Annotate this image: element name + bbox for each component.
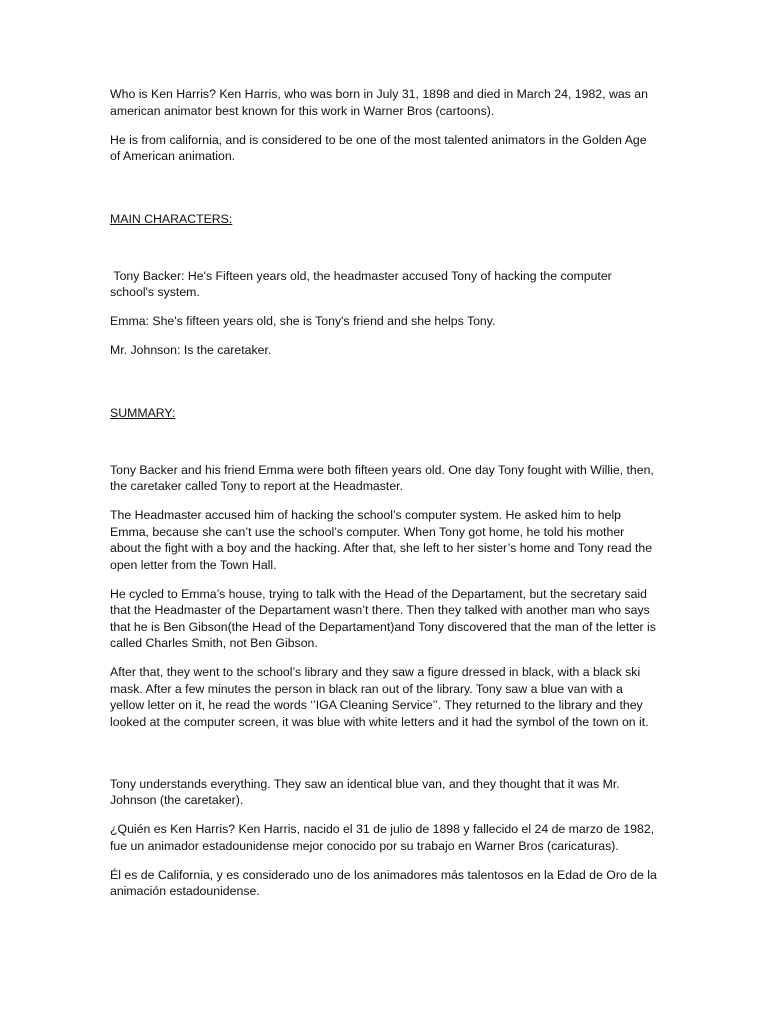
intro-paragraph-1: Who is Ken Harris? Ken Harris, who was born in July 31, 1898 and died in March 24, 1982, was an american animator best known for this work in Warner Bros (cartoons). (110, 87, 648, 118)
main-characters-heading: MAIN CHARACTERS: (110, 212, 233, 226)
spacer (110, 422, 658, 462)
spacer (110, 371, 658, 405)
spanish-paragraph-2: Él es de California, y es considerado uno de los animadores más talentosos en la Edad de Oro de la animación estadounidense. (110, 867, 657, 898)
spacer (110, 228, 658, 268)
spacer (110, 743, 658, 776)
summary-paragraph-2: The Headmaster accused him of hacking the school’s computer system. He asked him to help Emma, because she can’t use the school’s computer. When Tony got home, he told his mother about the fight with a boy and the hacking. After that, she left to her sister’s home and Tony read the open letter from the Town Hall. (110, 508, 653, 572)
character-johnson: Mr. Johnson: Is the caretaker. (110, 343, 272, 357)
spanish-paragraph-1: ¿Quién es Ken Harris? Ken Harris, nacido el 31 de julio de 1898 y fallecido el 24 de marzo de 1982, fue un animador estadounidense mejor conocido por su trabajo en Warner Bros (caricaturas). (110, 822, 655, 853)
spacer (110, 177, 658, 211)
character-emma: Emma: She's fifteen years old, she is Tony's friend and she helps Tony. (110, 314, 496, 328)
intro-paragraph-2: He is from california, and is considered to be one of the most talented animators in the Golden Age of American animation. (110, 132, 647, 163)
summary-paragraph-1: Tony Backer and his friend Emma were both fifteen years old. One day Tony fought with Willie, then, the caretaker called Tony to report at the Headmaster. (110, 462, 654, 493)
document-page (110, 86, 658, 912)
summary-paragraph-3: He cycled to Emma’s house, trying to talk with the Head of the Departament, but the secretary said that the Headmaster of the Departament wasn’t there. Then they talked with another man who says that he is Ben Gibson(the Head of the Departament)and Tony discovered that the man of the letter is called Charles Smith, not Ben Gibson. (110, 586, 656, 650)
character-tony: Tony Backer: He's Fifteen years old, the headmaster accused Tony of hacking the computer school's system. (110, 268, 616, 299)
summary-paragraph-5: Tony understands everything. They saw an identical blue van, and they thought that it was Mr. Johnson (the caretaker). (110, 776, 620, 807)
summary-heading: SUMMARY: (110, 406, 176, 420)
summary-paragraph-4: After that, they went to the school’s library and they saw a figure dressed in black, with a black ski mask. After a few minutes the person in black ran out of the library. Tony saw a blue van with a yellow letter on it, he read the words ‘’IGA Cleaning Service’’. They returned to the library and they looked at the computer screen, it was blue with white letters and it had the symbol of the town on it. (110, 665, 649, 729)
